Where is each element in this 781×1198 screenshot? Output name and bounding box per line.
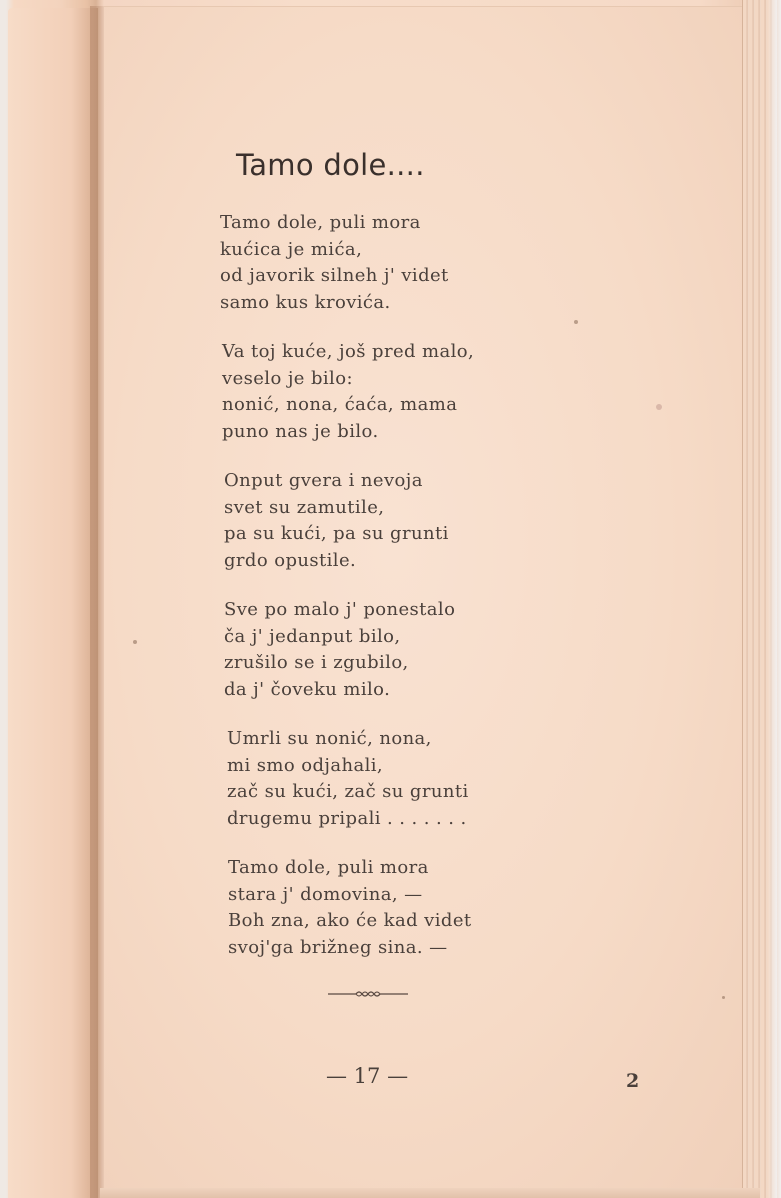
poem-body (220, 210, 540, 984)
poem-line: Tamo dole, puli mora (228, 857, 429, 878)
paper-speck (656, 404, 662, 410)
stanza (227, 726, 540, 832)
stanza (222, 339, 540, 445)
signature-mark: 2 (626, 1070, 640, 1092)
poem-line: mi smo odjahali, (227, 754, 384, 776)
paper-speck (722, 996, 725, 999)
stanza (224, 468, 540, 574)
poem-line: drugemu pripali . . . . . . . (227, 807, 467, 829)
poem-line: svoj'ga brižneg sina. — (228, 936, 448, 958)
bottom-page-edge (100, 1188, 760, 1198)
poem-line: Umrli su nonić, nona, (227, 728, 432, 749)
stanza (228, 855, 540, 961)
poem-title: Tamo dole.... (236, 148, 425, 182)
left-page-edge (8, 8, 98, 1198)
poem-line: nonić, nona, ćaća, mama (222, 394, 458, 415)
poem-line: Tamo dole, puli mora (220, 212, 421, 233)
poem-line: kućica je mića, (220, 238, 363, 260)
poem-line: stara j' domovina, — (228, 883, 423, 905)
poem-line: veselo je bilo: (222, 367, 353, 389)
stanza (220, 210, 540, 316)
poem-line: grdo opustile. (224, 549, 357, 571)
poem-line: samo kus krovića. (220, 291, 391, 313)
poem-line: Onput gvera i nevoja (224, 470, 423, 491)
paper-speck (133, 640, 137, 644)
poem-line: pa su kući, pa su grunti (224, 523, 449, 544)
poem-line: puno nas je bilo. (222, 420, 379, 442)
poem-line: Boh zna, ako će kad videt (228, 910, 472, 931)
ornament-divider-icon (328, 984, 408, 1004)
page-number: — 17 — (326, 1064, 409, 1088)
poem-line: od javorik silneh j' videt (220, 265, 449, 286)
poem-line: Va toj kuće, još pred malo, (222, 341, 475, 362)
page-edges (742, 0, 777, 1198)
poem-line: da j' čoveku milo. (224, 678, 391, 700)
poem-line: ča j' jedanput bilo, (224, 625, 401, 647)
stanza (224, 597, 540, 703)
paper-speck (574, 320, 578, 324)
poem-line: zrušilo se i zgubilo, (224, 652, 409, 673)
poem-line: zač su kući, zač su grunti (227, 781, 469, 802)
poem-line: svet su zamutile, (224, 496, 385, 518)
poem-line: Sve po malo j' ponestalo (224, 599, 456, 620)
